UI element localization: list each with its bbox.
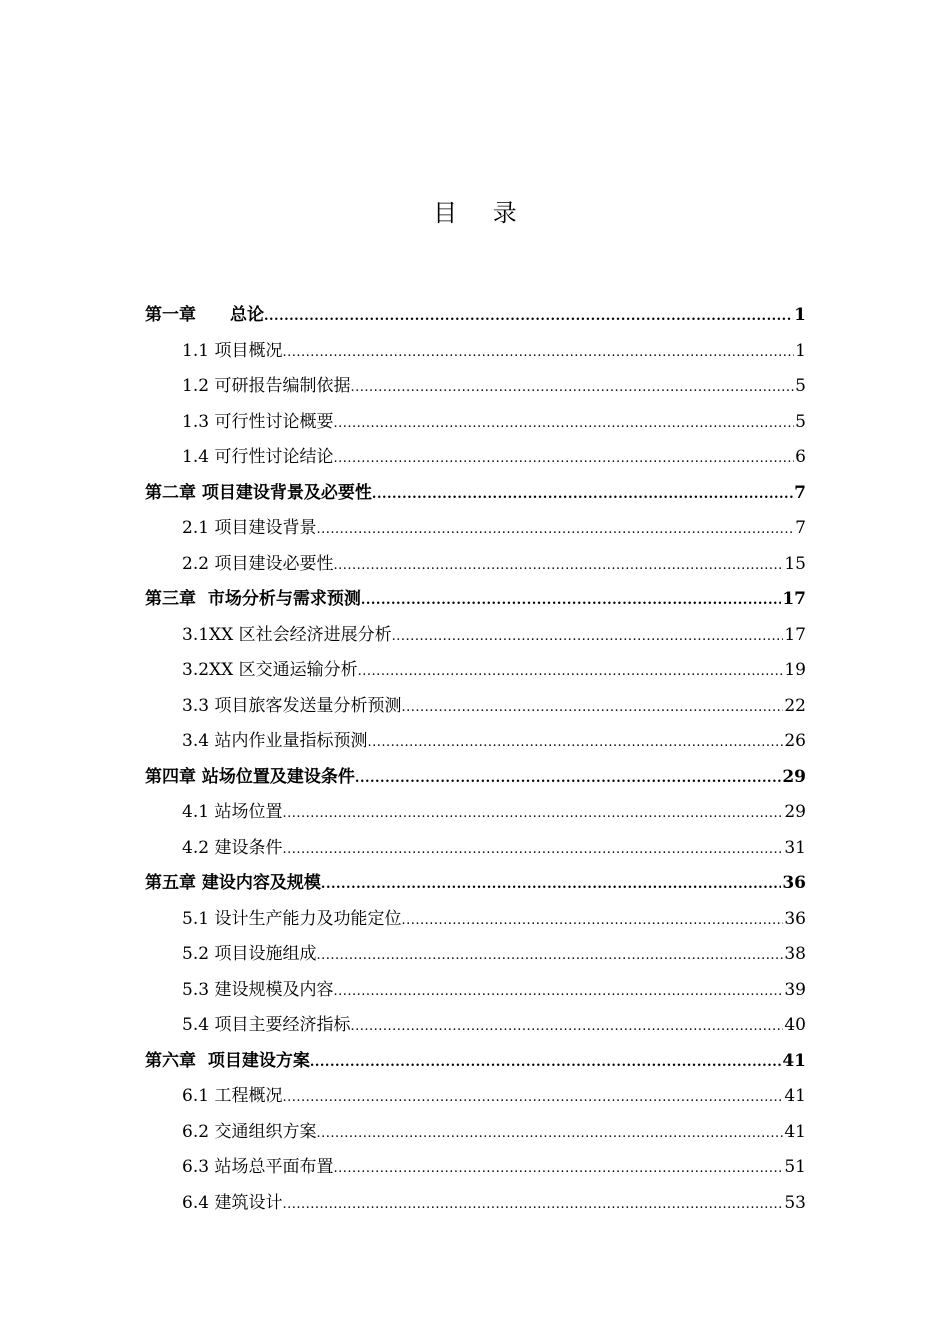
toc-dot-leader (361, 583, 781, 618)
toc-dot-leader (372, 477, 793, 512)
toc-dot-leader (333, 548, 783, 583)
toc-entry-label: 第四章 站场位置及建设条件 (145, 766, 355, 787)
toc-section-entry[interactable] (145, 405, 806, 441)
toc-page-number: 41 (784, 1086, 806, 1106)
toc-page-number: 19 (784, 660, 806, 680)
toc-section-entry[interactable] (145, 1008, 806, 1044)
toc-dot-leader (392, 619, 784, 654)
toc-page-number: 26 (784, 731, 806, 751)
toc-dot-leader (316, 512, 794, 547)
toc-entry-label: 1.1 项目概况 (182, 340, 283, 361)
toc-section-entry[interactable] (145, 440, 806, 476)
toc-dot-leader (358, 654, 784, 689)
toc-page-number: 29 (782, 766, 806, 787)
toc-page-number: 7 (795, 518, 806, 538)
toc-page-number: 29 (784, 802, 806, 822)
toc-dot-leader (282, 796, 783, 831)
toc-dot-leader (282, 1080, 783, 1115)
toc-page-number: 15 (784, 553, 806, 574)
toc-entry-label: 6.2 交通组织方案 (182, 1121, 317, 1142)
toc-entry-label: 4.1 站场位置 (182, 802, 283, 822)
toc-dot-leader (316, 938, 783, 973)
toc-page-number: 38 (784, 944, 806, 964)
toc-section-entry[interactable] (145, 689, 806, 725)
toc-entry-label: 3.2XX 区交通运输分析 (182, 660, 358, 680)
toc-dot-leader (367, 725, 783, 760)
toc-section-entry[interactable] (145, 1115, 806, 1151)
toc-page-number: 31 (784, 837, 806, 858)
toc-entry-label: 1.3 可行性讨论概要 (182, 411, 334, 432)
toc-chapter-entry[interactable] (145, 476, 806, 512)
toc-dot-leader (282, 335, 794, 370)
toc-dot-leader (401, 690, 783, 725)
toc-entry-label: 5.3 建设规模及内容 (182, 979, 334, 1000)
toc-entry-label: 6.4 建筑设计 (182, 1192, 283, 1213)
toc-page-number: 39 (784, 979, 806, 1000)
toc-entry-label: 3.3 项目旅客发送量分析预测 (182, 695, 402, 716)
toc-dot-leader (333, 406, 794, 441)
toc-page-number: 36 (784, 908, 806, 929)
toc-chapter-entry[interactable] (145, 760, 806, 796)
toc-title: 目 录 (433, 199, 531, 227)
toc-page-number: 17 (782, 589, 806, 609)
toc-section-entry[interactable] (145, 902, 806, 938)
toc-section-entry[interactable] (145, 547, 806, 583)
toc-page-number: 1 (794, 305, 806, 325)
toc-page-number: 22 (784, 695, 806, 716)
toc-section-entry[interactable] (145, 511, 806, 547)
toc-dot-leader (333, 974, 783, 1009)
toc-entry-label: 第六章 项目建设方案 (145, 1050, 310, 1071)
toc-dot-leader (333, 441, 794, 476)
toc-page-number: 7 (794, 482, 806, 503)
toc-page-number: 17 (784, 624, 806, 645)
toc-entry-label: 5.1 设计生产能力及功能定位 (182, 908, 402, 929)
toc-section-entry[interactable] (145, 937, 806, 973)
toc-entry-label: 3.4 站内作业量指标预测 (182, 731, 368, 751)
toc-page-number: 41 (784, 1121, 806, 1142)
toc-section-entry[interactable] (145, 795, 806, 831)
toc-page-number: 1 (795, 340, 806, 361)
toc-dot-leader (282, 1187, 783, 1222)
toc-entry-label: 第一章 总论 (145, 305, 264, 325)
toc-dot-leader (355, 761, 781, 796)
toc-chapter-entry[interactable] (145, 298, 806, 334)
toc-section-entry[interactable] (145, 618, 806, 654)
toc-section-entry[interactable] (145, 653, 806, 689)
toc-entry-label: 5.4 项目主要经济指标 (182, 1015, 351, 1035)
toc-entry-label: 3.1XX 区社会经济进展分析 (182, 624, 392, 645)
toc-entry-label: 第二章 项目建设背景及必要性 (145, 482, 372, 503)
toc-page-number: 5 (795, 376, 806, 396)
toc-entry-label: 6.3 站场总平面布置 (182, 1157, 334, 1177)
toc-dot-leader (350, 1009, 783, 1044)
toc-dot-leader (401, 903, 783, 938)
toc-chapter-entry[interactable] (145, 582, 806, 618)
toc-page-number: 36 (782, 873, 806, 893)
toc-page-number: 6 (795, 447, 806, 467)
toc-dot-leader (264, 299, 793, 334)
toc-section-entry[interactable] (145, 334, 806, 370)
toc-section-entry[interactable] (145, 1186, 806, 1222)
toc-dot-leader (333, 1151, 783, 1186)
toc-chapter-entry[interactable] (145, 866, 806, 902)
toc-page-number: 51 (784, 1157, 806, 1177)
toc-page-number: 40 (784, 1015, 806, 1035)
toc-dot-leader (282, 832, 783, 867)
toc-entry-label: 4.2 建设条件 (182, 837, 283, 858)
toc-section-entry[interactable] (145, 831, 806, 867)
toc-entry-label: 1.4 可行性讨论结论 (182, 447, 334, 467)
toc-dot-leader (350, 370, 794, 405)
toc-section-entry[interactable] (145, 724, 806, 760)
toc-dot-leader (316, 1116, 783, 1151)
toc-section-entry[interactable] (145, 1079, 806, 1115)
toc-section-entry[interactable] (145, 369, 806, 405)
toc-entry-label: 2.2 项目建设必要性 (182, 553, 334, 574)
toc-entry-label: 6.1 工程概况 (182, 1086, 283, 1106)
toc-page-number: 5 (795, 411, 806, 432)
toc-list (145, 298, 806, 1221)
toc-section-entry[interactable] (145, 1150, 806, 1186)
toc-page-number: 41 (782, 1050, 806, 1071)
toc-chapter-entry[interactable] (145, 1044, 806, 1080)
toc-entry-label: 第三章 市场分析与需求预测 (145, 589, 361, 609)
toc-entry-label: 第五章 建设内容及规模 (145, 873, 321, 893)
toc-dot-leader (310, 1045, 781, 1080)
toc-section-entry[interactable] (145, 973, 806, 1009)
toc-entry-label: 5.2 项目设施组成 (182, 944, 317, 964)
toc-entry-label: 2.1 项目建设背景 (182, 518, 317, 538)
toc-dot-leader (321, 867, 781, 902)
toc-entry-label: 1.2 可研报告编制依据 (182, 376, 351, 396)
toc-page-number: 53 (784, 1192, 806, 1213)
